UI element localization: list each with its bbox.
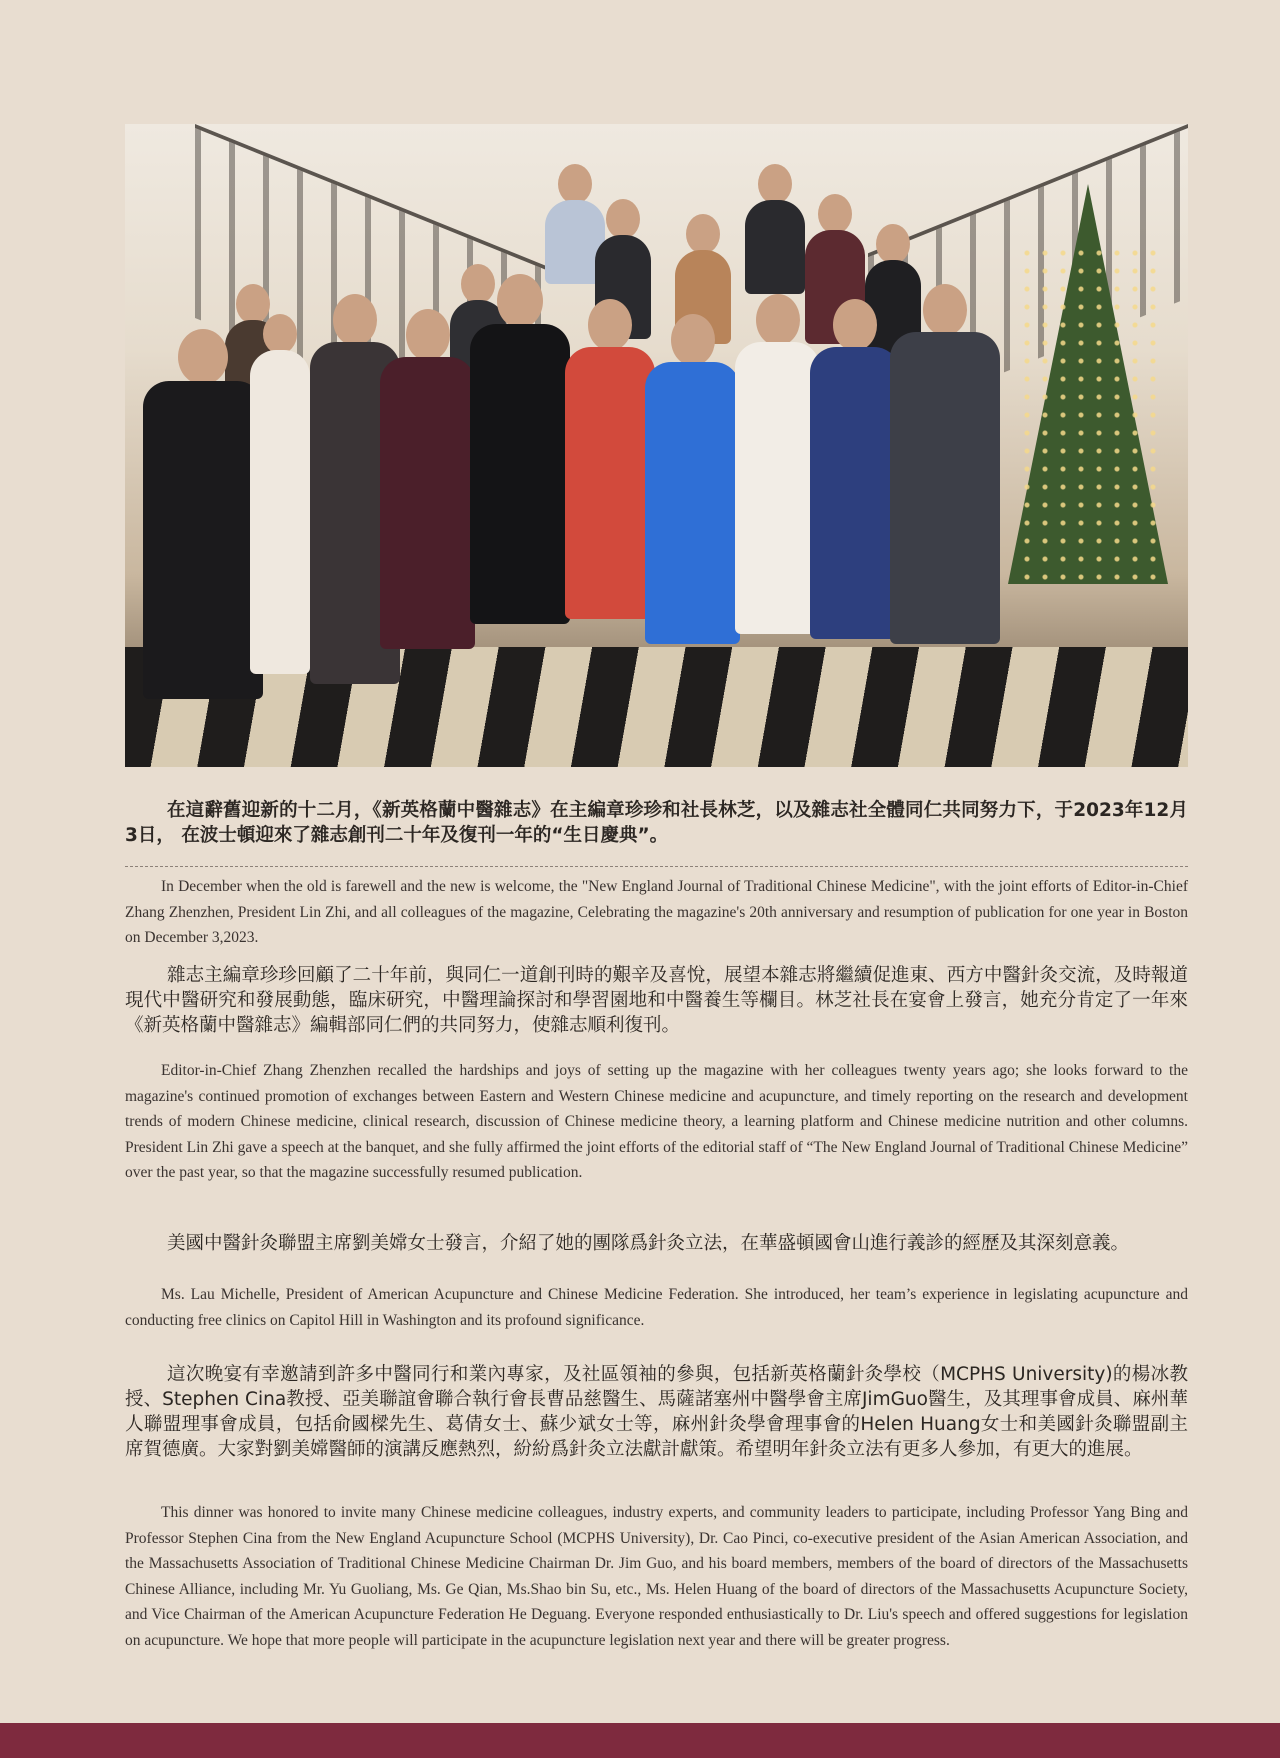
paragraph-1-zh: 在這辭舊迎新的十二月，《新英格蘭中醫雜志》在主編章珍珍和社長林芝，以及雜志社全體同仁共同努力下，于2023年12月3日， 在波士頓迎來了雜志創刊二十年及復刊一年的“生日慶典”。 (125, 800, 1188, 846)
paragraph-2-zh: 雜志主編章珍珍回顧了二十年前，與同仁一道創刊時的艱辛及喜悅，展望本雜志將繼續促進東、西方中醫針灸交流，及時報道現代中醫研究和發展動態，臨床研究，中醫理論探討和學習園地和中醫養生等欄目。林芝社長在宴會上發言，她充分肯定了一年來《新英格蘭中醫雜志》編輯部同仁們的共同努力，使雜志順利復刊。 (125, 965, 1188, 1036)
person (250, 314, 310, 674)
paragraph-4-en: This dinner was honored to invite many Chinese medicine colleagues, industry experts, and community leaders to participate, including Professor Yang Bing and Professor Stephen Cina from the New England Acupuncture School (MCPHS University), Dr. Cao Pinci, co-executive president of the Asian American Association, and the Massachusetts Association of Traditional Chinese Medicine Chairman Dr. Jim Guo, and his board members, members of the board of directors of the Massachusetts Chinese Alliance, including Mr. Yu Guoliang, Ms. Ge Qian, Ms.Shao bin Su, etc., Ms. Helen Huang of the board of directors of the Massachusetts Acupuncture Society, and Vice Chairman of the American Acupuncture Federation He Deguang. Everyone responded enthusiastically to Dr. Liu's speech and offered suggestions for legislation on acupuncture. We hope that more people will participate in the acupuncture legislation next year and there will be greater progress. (125, 1504, 1188, 1649)
person (470, 274, 570, 624)
paragraph-3-en: Ms. Lau Michelle, President of American Acupuncture and Chinese Medicine Federation. She introduced, her team’s experience in legislating acupuncture and conducting free clinics on Capitol Hill in Washington and its profound significance. (125, 1286, 1188, 1329)
paragraph-1-en: In December when the old is farewell and the new is welcome, the "New England Journal of Traditional Chinese Medicine", with the joint efforts of Editor-in-Chief Zhang Zhenzhen, President Lin Zhi, and all colleagues of the magazine, Celebrating the magazine's 20th anniversary and resumption of publication for one year in Boston on December 3,2023. (125, 878, 1188, 946)
person (380, 309, 475, 649)
dashed-divider (125, 866, 1188, 867)
person (565, 299, 655, 619)
person (735, 294, 820, 634)
paragraph-2-en: Editor-in-Chief Zhang Zhenzhen recalled the hardships and joys of setting up the magazine with her colleagues twenty years ago; she looks forward to the magazine's continued promotion of exchanges between Eastern and Western Chinese medicine and acupuncture, and timely reporting on the research and development trends of modern Chinese medicine, clinical research, discussion of Chinese medicine theory, a learning platform and Chinese medicine nutrition and other columns. President Lin Zhi gave a speech at the banquet, and she fully affirmed the joint efforts of the editorial staff of “The New England Journal of Traditional Chinese Medicine” over the past year, so that the magazine successfully resumed publication. (125, 1062, 1188, 1181)
person (745, 164, 805, 294)
group-photo (125, 124, 1188, 767)
person (143, 329, 263, 699)
people-group (125, 124, 1188, 767)
paragraph-4-zh: 這次晚宴有幸邀請到許多中醫同行和業內專家，及社區領袖的參與，包括新英格蘭針灸學校（MCPHS University)的楊冰教授、Stephen Cina教授、亞美聯誼會聯合執行會長曹品慈醫生、馬薩諸塞州中醫學會主席JimGuo醫生，及其理事會成員、麻州華人聯盟理事會成員，包括俞國樑先生、葛倩女士、蘇少斌女士等，麻州針灸學會理事會的Helen Huang女士和美國針灸聯盟副主席賀德廣。大家對劉美嫦醫師的演講反應熱烈，紛紛爲針灸立法獻計獻策。希望明年針灸立法有更多人參加，有更大的進展。 (125, 1364, 1188, 1460)
person (810, 299, 900, 639)
person (890, 284, 1000, 644)
person (645, 314, 740, 644)
paragraph-3-zh: 美國中醫針灸聯盟主席劉美嫦女士發言，介紹了她的團隊爲針灸立法，在華盛頓國會山進行義診的經歷及其深刻意義。 (167, 1233, 1130, 1254)
footer-bar (0, 1723, 1280, 1758)
